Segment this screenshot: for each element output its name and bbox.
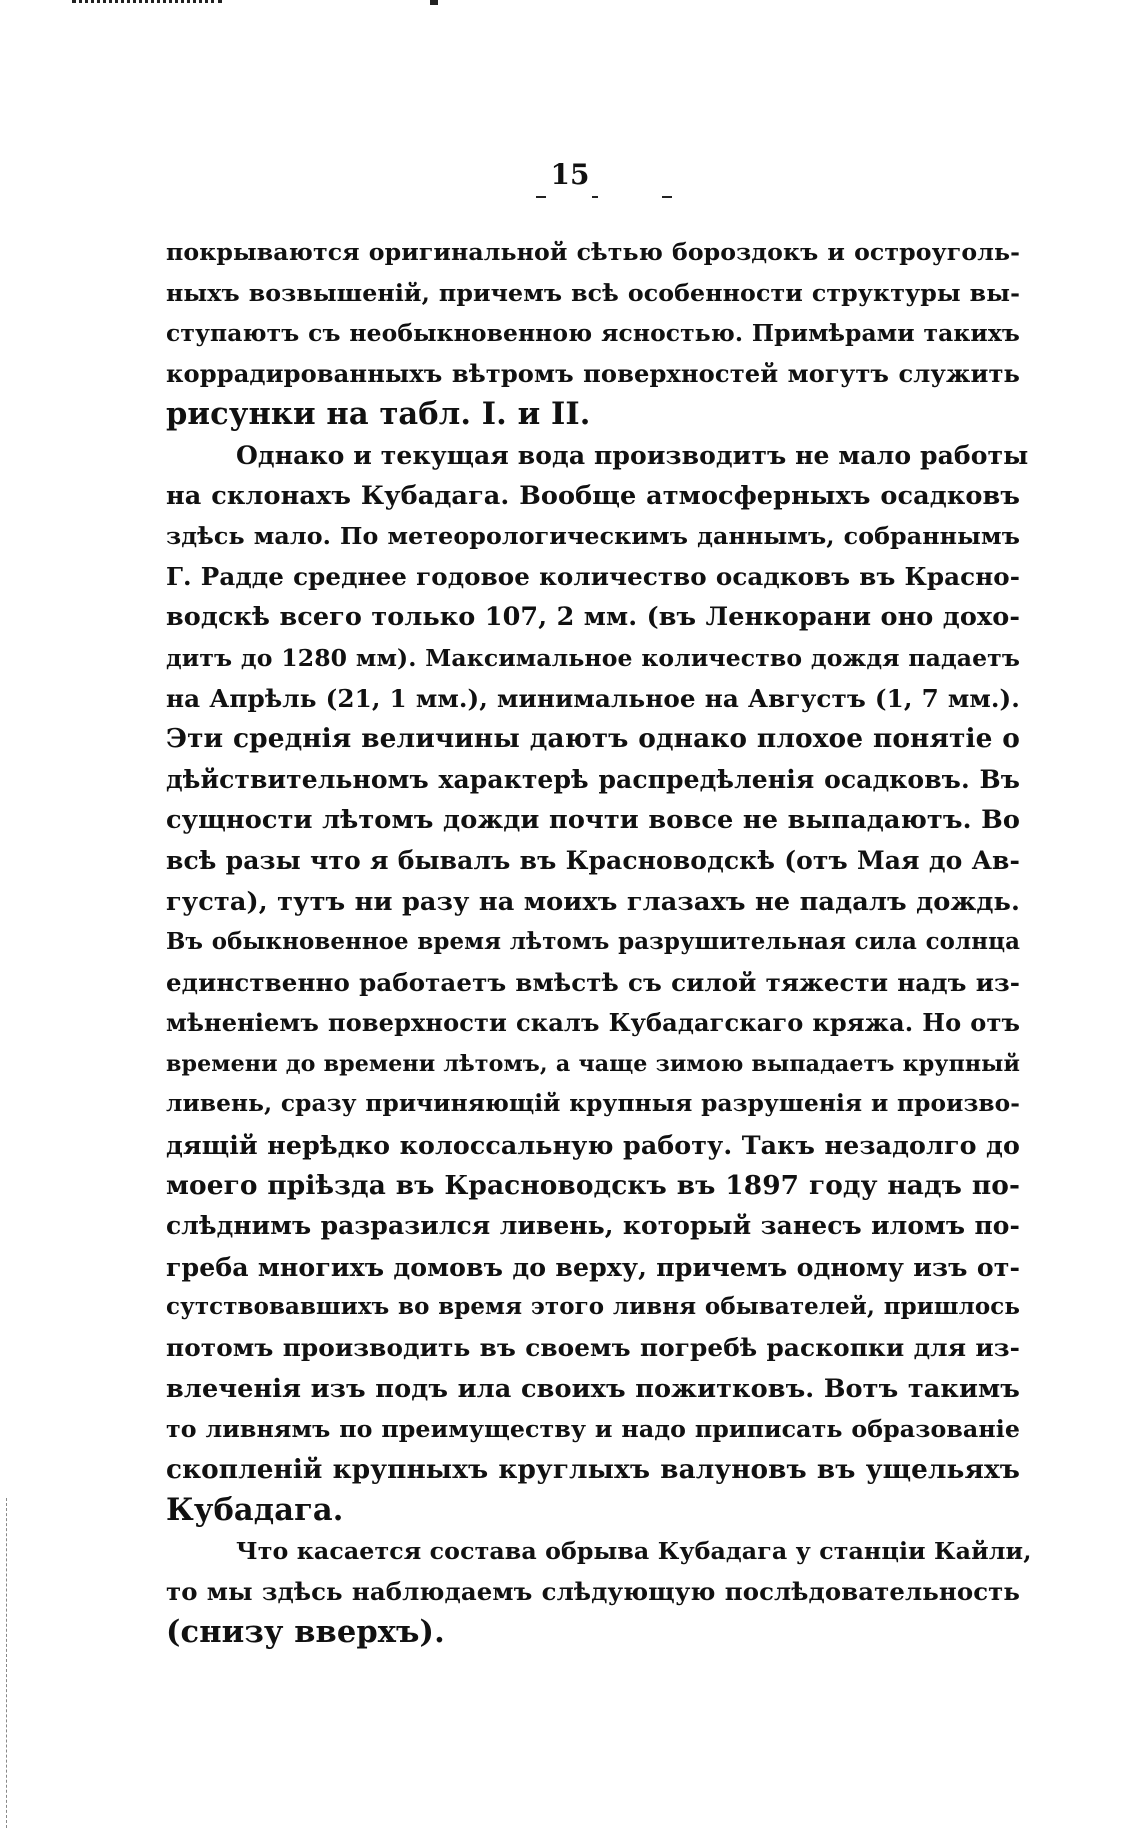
- text-line: покрываются оригинальной сѣтью бороздокъ и остроуголь-: [166, 238, 1020, 266]
- paragraph-3: [166, 1531, 1032, 1653]
- text-line: моего пріѣзда въ Красноводскъ въ 1897 году надъ по-: [166, 1169, 1020, 1201]
- top-edge-artifact: [72, 0, 222, 9]
- paragraph-1: [166, 232, 1020, 435]
- text-line: мѣненіемъ поверхности скалъ Кубадагскаго кряжа. Но отъ: [166, 1008, 1020, 1038]
- text-line: единственно работаетъ вмѣстѣ съ силой тяжести надъ из-: [166, 967, 1020, 997]
- text-line: потомъ производить въ своемъ погребѣ раскопки для из-: [166, 1333, 1020, 1363]
- text-line: Г. Радде среднее годовое количество осадковъ въ Красно-: [166, 561, 1020, 591]
- text-line: ступаютъ съ необыкновенною ясностью. Примѣрами такихъ: [166, 319, 1020, 348]
- text-line: рисунки на табл. I. и II.: [166, 396, 591, 433]
- text-line: греба многихъ домовъ до верху, причемъ одному изъ от-: [166, 1251, 1020, 1282]
- text-line: скопленій крупныхъ круглыхъ валуновъ въ ущельяхъ: [166, 1453, 1020, 1485]
- text-line: здѣсь мало. По метеорологическимъ даннымъ, собраннымъ: [166, 522, 1020, 551]
- text-line: влеченія изъ подъ ила своихъ пожитковъ. Вотъ такимъ: [166, 1373, 1020, 1404]
- page-number-dash-right: [662, 196, 672, 198]
- top-edge-artifact-small: [430, 0, 438, 5]
- page-number-dash-left: [536, 196, 546, 198]
- text-line: на склонахъ Кубадага. Вообще атмосферныхъ осадковъ: [166, 480, 1020, 511]
- text-line: времени до времени лѣтомъ, а чаще зимою выпадаетъ крупный: [166, 1050, 1020, 1077]
- text-line: сущности лѣтомъ дожди почти вовсе не выпадаютъ. Во: [166, 805, 1020, 836]
- text-line: дѣйствительномъ характерѣ распредѣленія осадковъ. Въ: [166, 764, 1020, 794]
- text-line: Кубадага.: [166, 1492, 344, 1529]
- text-line: на Апрѣль (21, 1 мм.), минимальное на Августъ (1, 7 мм.).: [166, 683, 1020, 713]
- text-line: густа), тутъ ни разу на моихъ глазахъ не падалъ дождь.: [166, 886, 1020, 917]
- page-number-dash-mid: [592, 196, 598, 198]
- text-line: Однако и текущая вода производитъ не мало работы: [236, 439, 1029, 470]
- text-line: Въ обыкновенное время лѣтомъ разрушительная сила солнца: [166, 929, 1020, 956]
- text-line: слѣднимъ разразился ливень, который занесъ иломъ по-: [166, 1211, 1020, 1241]
- text-line: коррадированныхъ вѣтромъ поверхностей могутъ служить: [166, 358, 1020, 388]
- text-line: то мы здѣсь наблюдаемъ слѣдующую послѣдовательность: [166, 1576, 1020, 1606]
- text-line: дящій нерѣдко колоссальную работу. Такъ незадолго до: [166, 1130, 1020, 1161]
- text-line: ливень, сразу причиняющій крупныя разрушенія и произво-: [166, 1090, 1020, 1118]
- text-line: то ливнямъ по преимуществу и надо приписать образованіе: [166, 1415, 1020, 1444]
- text-line: Эти среднія величины даютъ однако плохое понятіе о: [166, 723, 1020, 755]
- text-line: всѣ разы что я бывалъ въ Красноводскѣ (отъ Мая до Ав-: [166, 845, 1020, 875]
- text-line: (снизу вверхъ).: [166, 1614, 445, 1651]
- text-line: Что касается состава обрыва Кубадага у станціи Кайли,: [236, 1537, 1032, 1565]
- text-line: водскѣ всего только 107, 2 мм. (въ Ленкорани оно дохо-: [166, 602, 1020, 633]
- page-number: 15: [550, 158, 590, 191]
- text-line: сутствовавшихъ во время этого ливня обывателей, пришлось: [166, 1293, 1020, 1321]
- binding-edge-marks: [6, 1498, 9, 1828]
- body-text: [166, 232, 1032, 1653]
- paragraph-2: [166, 435, 1029, 1531]
- text-line: ныхъ возвышеній, причемъ всѣ особенности структуры вы-: [166, 278, 1020, 307]
- text-line: дитъ до 1280 мм). Максимальное количество дождя падаетъ: [166, 643, 1020, 672]
